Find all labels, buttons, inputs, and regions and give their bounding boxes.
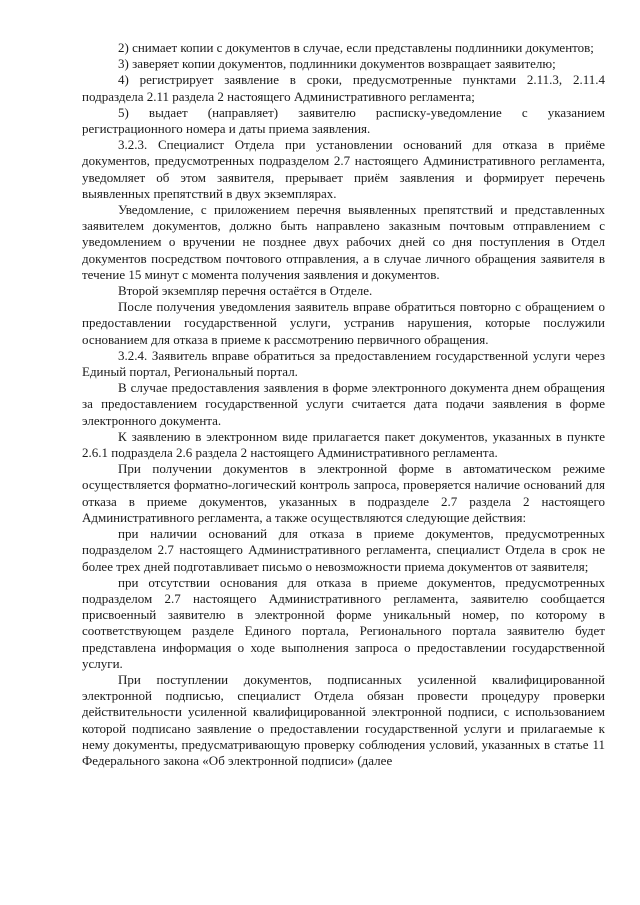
paragraph-no-refusal-grounds: при отсутствии основания для отказа в приеме документов, предусмотренных подразделом 2.7 настоящего Административного регламента, заявителю сообщается присвоенный заявителю в электронной форме уникальный номер, по которому в соответствующем разделе Единого портала, Регионального портала заявителю будет представлена информация о ходе выполнения запроса о предоставлении государственной услуги.: [82, 574, 605, 671]
paragraph-signature-check: При поступлении документов, подписанных усиленной квалифицированной электронной подписью, специалист Отдела обязан провести процедуру проверки действительности усиленной квалифицированной электронной подписи, с использованием которой подписано заявление о предоставлении государственной услуги и прилагаемые к нему документы, предусматривающую проверку соблюдения условий, указанных в статье 11 Федерального закона «Об электронной подписи» (далее: [82, 671, 605, 768]
paragraph-3-2-3: 3.2.3. Специалист Отдела при установлении оснований для отказа в приёме документов, предусмотренных подразделом 2.7 настоящего Административного регламента, уведомляет об этом заявителя, прерывает приём заявления и формирует перечень выявленных препятствий в двух экземплярах.: [82, 137, 605, 201]
paragraph-electronic-date: В случае предоставления заявления в форме электронного документа днем обращения за предоставлением государственной услуги считается дата подачи заявления в форме электронного документа.: [82, 380, 605, 428]
paragraph-electronic-package: К заявлению в электронном виде прилагается пакет документов, указанных в пункте 2.6.1 подраздела 2.6 раздела 2 настоящего Административного регламента.: [82, 428, 605, 461]
paragraph-item-3: 3) заверяет копии документов, подлинники документов возвращает заявителю;: [118, 56, 556, 72]
document-body: [82, 40, 605, 769]
paragraph-format-control: При получении документов в электронной форме в автоматическом режиме осуществляется форматно-логический контроль запроса, проверяется наличие оснований для отказа в приеме документов, указанных в подразделе 2.7 раздела 2 настоящего Административного регламента, а также осуществляются следующие действия:: [82, 461, 605, 525]
paragraph-item-2: 2) снимает копии с документов в случае, если представлены подлинники документов;: [118, 40, 594, 55]
paragraph-refusal-grounds: при наличии оснований для отказа в приеме документов, предусмотренных подразделом 2.7 настоящего Административного регламента, специалист Отдела в срок не более трех дней подготавливает письмо о невозможности приема документов от заявителя;: [82, 526, 605, 574]
paragraph-item-4: 4) регистрирует заявление в сроки, предусмотренные пунктами 2.11.3, 2.11.4 подраздела 2.11 раздела 2 настоящего Административного регламента;: [82, 72, 605, 104]
paragraph-repeat-request: После получения уведомления заявитель вправе обратиться повторно с обращением о предоставлении государственной услуги, устранив нарушения, которые послужили основанием для отказа в приеме к рассмотрению первичного обращения.: [82, 299, 605, 347]
paragraph-item-5: 5) выдает (направляет) заявителю расписку-уведомление с указанием регистрационного номера и даты приема заявления.: [82, 104, 605, 137]
paragraph-notification: Уведомление, с приложением перечня выявленных препятствий и представленных заявителем документов, должно быть направлено заказным почтовым отправлением с уведомлением о вручении не позднее двух рабочих дней со дня поступления в Отдел документов посредством почтового отправления, а в случае личного обращения заявителя в течение 15 минут с момента получения заявления и документов.: [82, 202, 605, 282]
paragraph-3-2-4: 3.2.4. Заявитель вправе обратиться за предоставлением государственной услуги через Единый портал, Региональный портал.: [82, 347, 605, 380]
paragraph-second-copy: Второй экземпляр перечня остаётся в Отделе.: [118, 283, 373, 299]
